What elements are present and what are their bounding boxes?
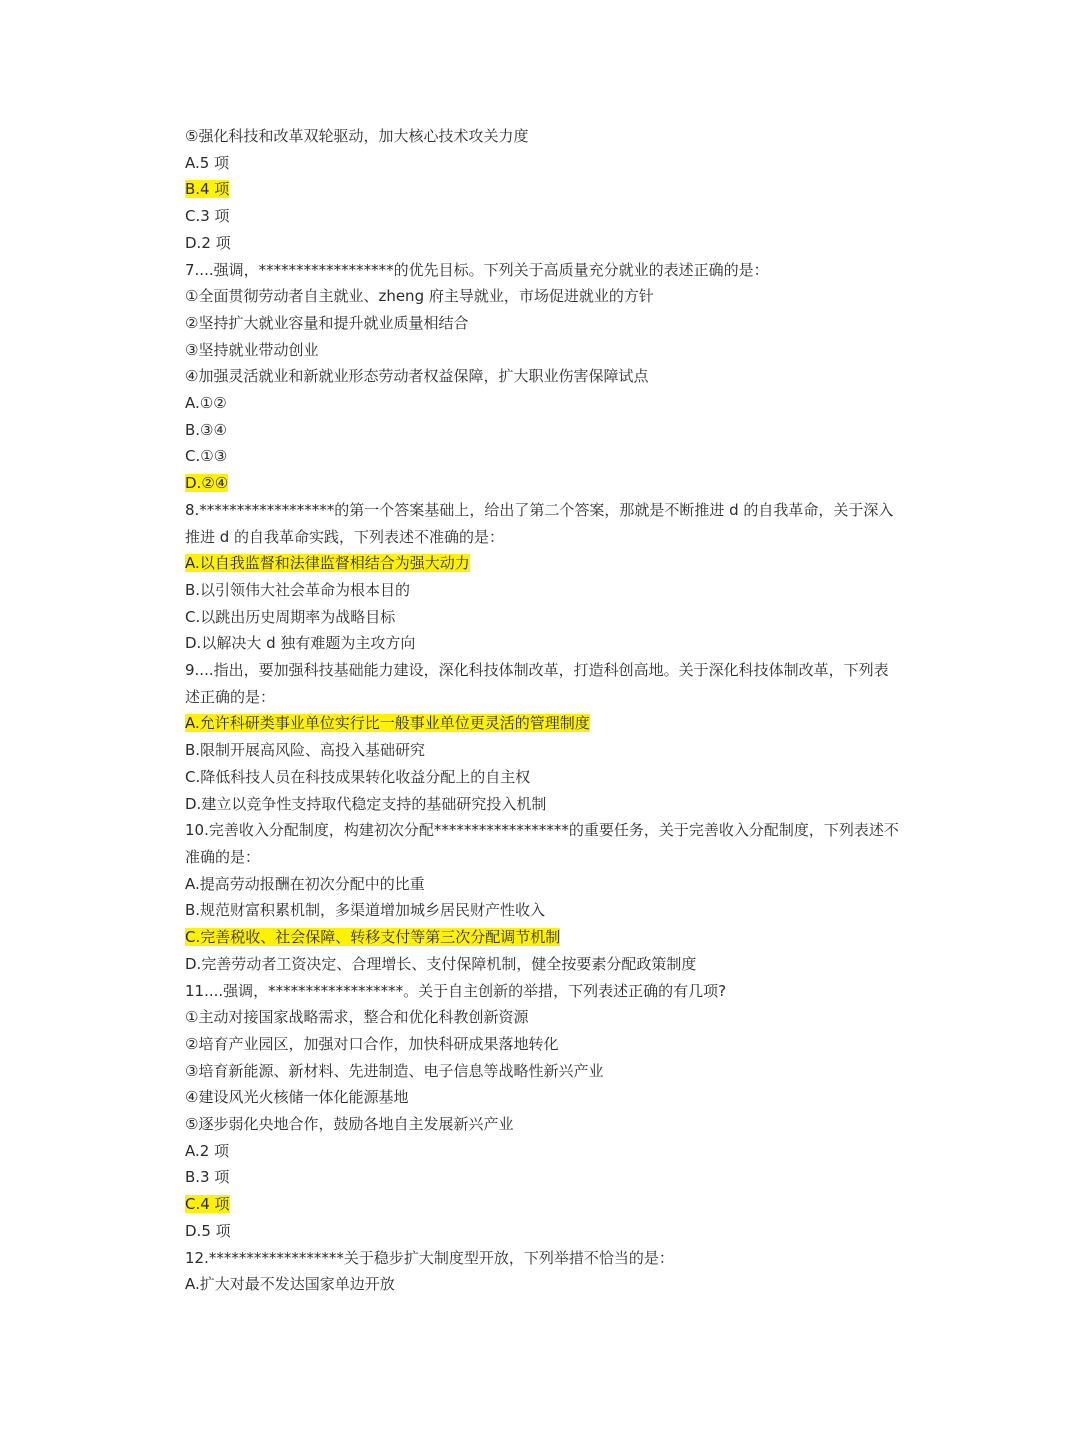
- line-text: 9....指出，要加强科技基础能力建设，深化科技体制改革，打造科创高地。关于深化科技体制改革，下列表述正确的是：: [185, 661, 889, 706]
- line-text: D.2 项: [185, 233, 231, 252]
- line-text: A.扩大对最不发达国家单边开放: [185, 1275, 395, 1294]
- line-text: D.完善劳动者工资决定、合理增长、支付保障机制，健全按要素分配政策制度: [185, 954, 697, 973]
- text-line: [185, 1164, 900, 1191]
- line-text: ③坚持就业带动创业: [185, 340, 319, 359]
- line-text: C.降低科技人员在科技成果转化收益分配上的自主权: [185, 767, 531, 786]
- document-page: [185, 123, 900, 1298]
- text-line: [185, 417, 900, 444]
- highlighted-answer-line: [185, 710, 900, 737]
- text-line: [185, 123, 900, 150]
- line-text: C.3 项: [185, 207, 230, 226]
- line-text: D.建立以竞争性支持取代稳定支持的基础研究投入机制: [185, 794, 547, 813]
- text-line: [185, 630, 900, 657]
- line-text: ③培育新能源、新材料、先进制造、电子信息等战略性新兴产业: [185, 1061, 604, 1080]
- text-line: [185, 764, 900, 791]
- text-line: [185, 1058, 900, 1085]
- line-text: ②坚持扩大就业容量和提升就业质量相结合: [185, 313, 469, 332]
- line-text: ④加强灵活就业和新就业形态劳动者权益保障，扩大职业伤害保障试点: [185, 367, 649, 386]
- text-line: [185, 497, 900, 550]
- highlighted-answer-line: [185, 924, 900, 951]
- highlighted-answer-line: [185, 550, 900, 577]
- text-line: [185, 310, 900, 337]
- text-line: [185, 337, 900, 364]
- text-line: [185, 737, 900, 764]
- line-text: B.4 项: [185, 180, 230, 199]
- line-text: ②培育产业园区，加强对口合作，加快科研成果落地转化: [185, 1034, 559, 1053]
- line-text: D.②④: [185, 474, 229, 493]
- text-line: [185, 1271, 900, 1298]
- text-line: [185, 1031, 900, 1058]
- line-text: A.提高劳动报酬在初次分配中的比重: [185, 874, 425, 893]
- line-text: ①主动对接国家战略需求，整合和优化科教创新资源: [185, 1008, 529, 1027]
- text-line: [185, 897, 900, 924]
- text-line: [185, 363, 900, 390]
- text-line: [185, 1138, 900, 1165]
- line-text: ①全面贯彻劳动者自主就业、zheng 府主导就业，市场促进就业的方针: [185, 287, 654, 306]
- highlighted-answer-line: [185, 1191, 900, 1218]
- line-text: 8.******************的第一个答案基础上，给出了第二个答案，那就是不断推进 d 的自我革命，关于深入推进 d 的自我革命实践，下列表述不准确的是：: [185, 500, 894, 546]
- text-line: [185, 203, 900, 230]
- line-text: B.限制开展高风险、高投入基础研究: [185, 741, 426, 760]
- text-line: [185, 577, 900, 604]
- text-line: [185, 1084, 900, 1111]
- text-line: [185, 871, 900, 898]
- text-line: [185, 1111, 900, 1138]
- line-text: 10.完善收入分配制度，构建初次分配******************的重要任务，关于完善收入分配制度，下列表述不准确的是：: [185, 821, 899, 866]
- line-text: B.③④: [185, 420, 227, 439]
- line-text: D.以解决大 d 独有难题为主攻方向: [185, 634, 416, 653]
- text-line: [185, 1245, 900, 1272]
- line-text: C.4 项: [185, 1195, 230, 1214]
- text-line: [185, 604, 900, 631]
- text-line: [185, 257, 900, 284]
- text-line: [185, 791, 900, 818]
- text-line: [185, 283, 900, 310]
- line-text: A.允许科研类事业单位实行比一般事业单位更灵活的管理制度: [185, 714, 590, 733]
- line-text: C.以跳出历史周期率为战略目标: [185, 607, 396, 626]
- line-text: ④建设风光火核储一体化能源基地: [185, 1088, 409, 1107]
- text-line: [185, 951, 900, 978]
- text-line: [185, 1218, 900, 1245]
- text-line: [185, 230, 900, 257]
- line-text: A.①②: [185, 394, 227, 413]
- text-line: [185, 1004, 900, 1031]
- line-text: B.3 项: [185, 1168, 230, 1187]
- line-text: C.完善税收、社会保障、转移支付等第三次分配调节机制: [185, 928, 561, 947]
- text-line: [185, 978, 900, 1005]
- line-text: B.以引领伟大社会革命为根本目的: [185, 580, 411, 599]
- highlighted-answer-line: [185, 176, 900, 203]
- text-line: [185, 817, 900, 870]
- line-text: 7....强调，******************的优先目标。下列关于高质量充分就业的表述正确的是：: [185, 260, 769, 279]
- line-text: 12.******************关于稳步扩大制度型开放，下列举措不恰当的是：: [185, 1248, 674, 1267]
- line-text: ⑤强化科技和改革双轮驱动，加大核心技术攻关力度: [185, 127, 529, 145]
- line-text: A.2 项: [185, 1141, 230, 1160]
- line-text: C.①③: [185, 447, 228, 466]
- text-line: [185, 443, 900, 470]
- line-text: A.5 项: [185, 153, 230, 172]
- line-text: 11....强调，******************。关于自主创新的举措，下列表述正确的有几项?: [185, 981, 727, 1000]
- line-text: A.以自我监督和法律监督相结合为强大动力: [185, 554, 470, 573]
- text-line: [185, 150, 900, 177]
- line-text: D.5 项: [185, 1221, 231, 1240]
- line-text: ⑤逐步弱化央地合作，鼓励各地自主发展新兴产业: [185, 1115, 514, 1134]
- line-text: B.规范财富积累机制，多渠道增加城乡居民财产性收入: [185, 901, 546, 920]
- text-line: [185, 390, 900, 417]
- highlighted-answer-line: [185, 470, 900, 497]
- text-line: [185, 657, 900, 710]
